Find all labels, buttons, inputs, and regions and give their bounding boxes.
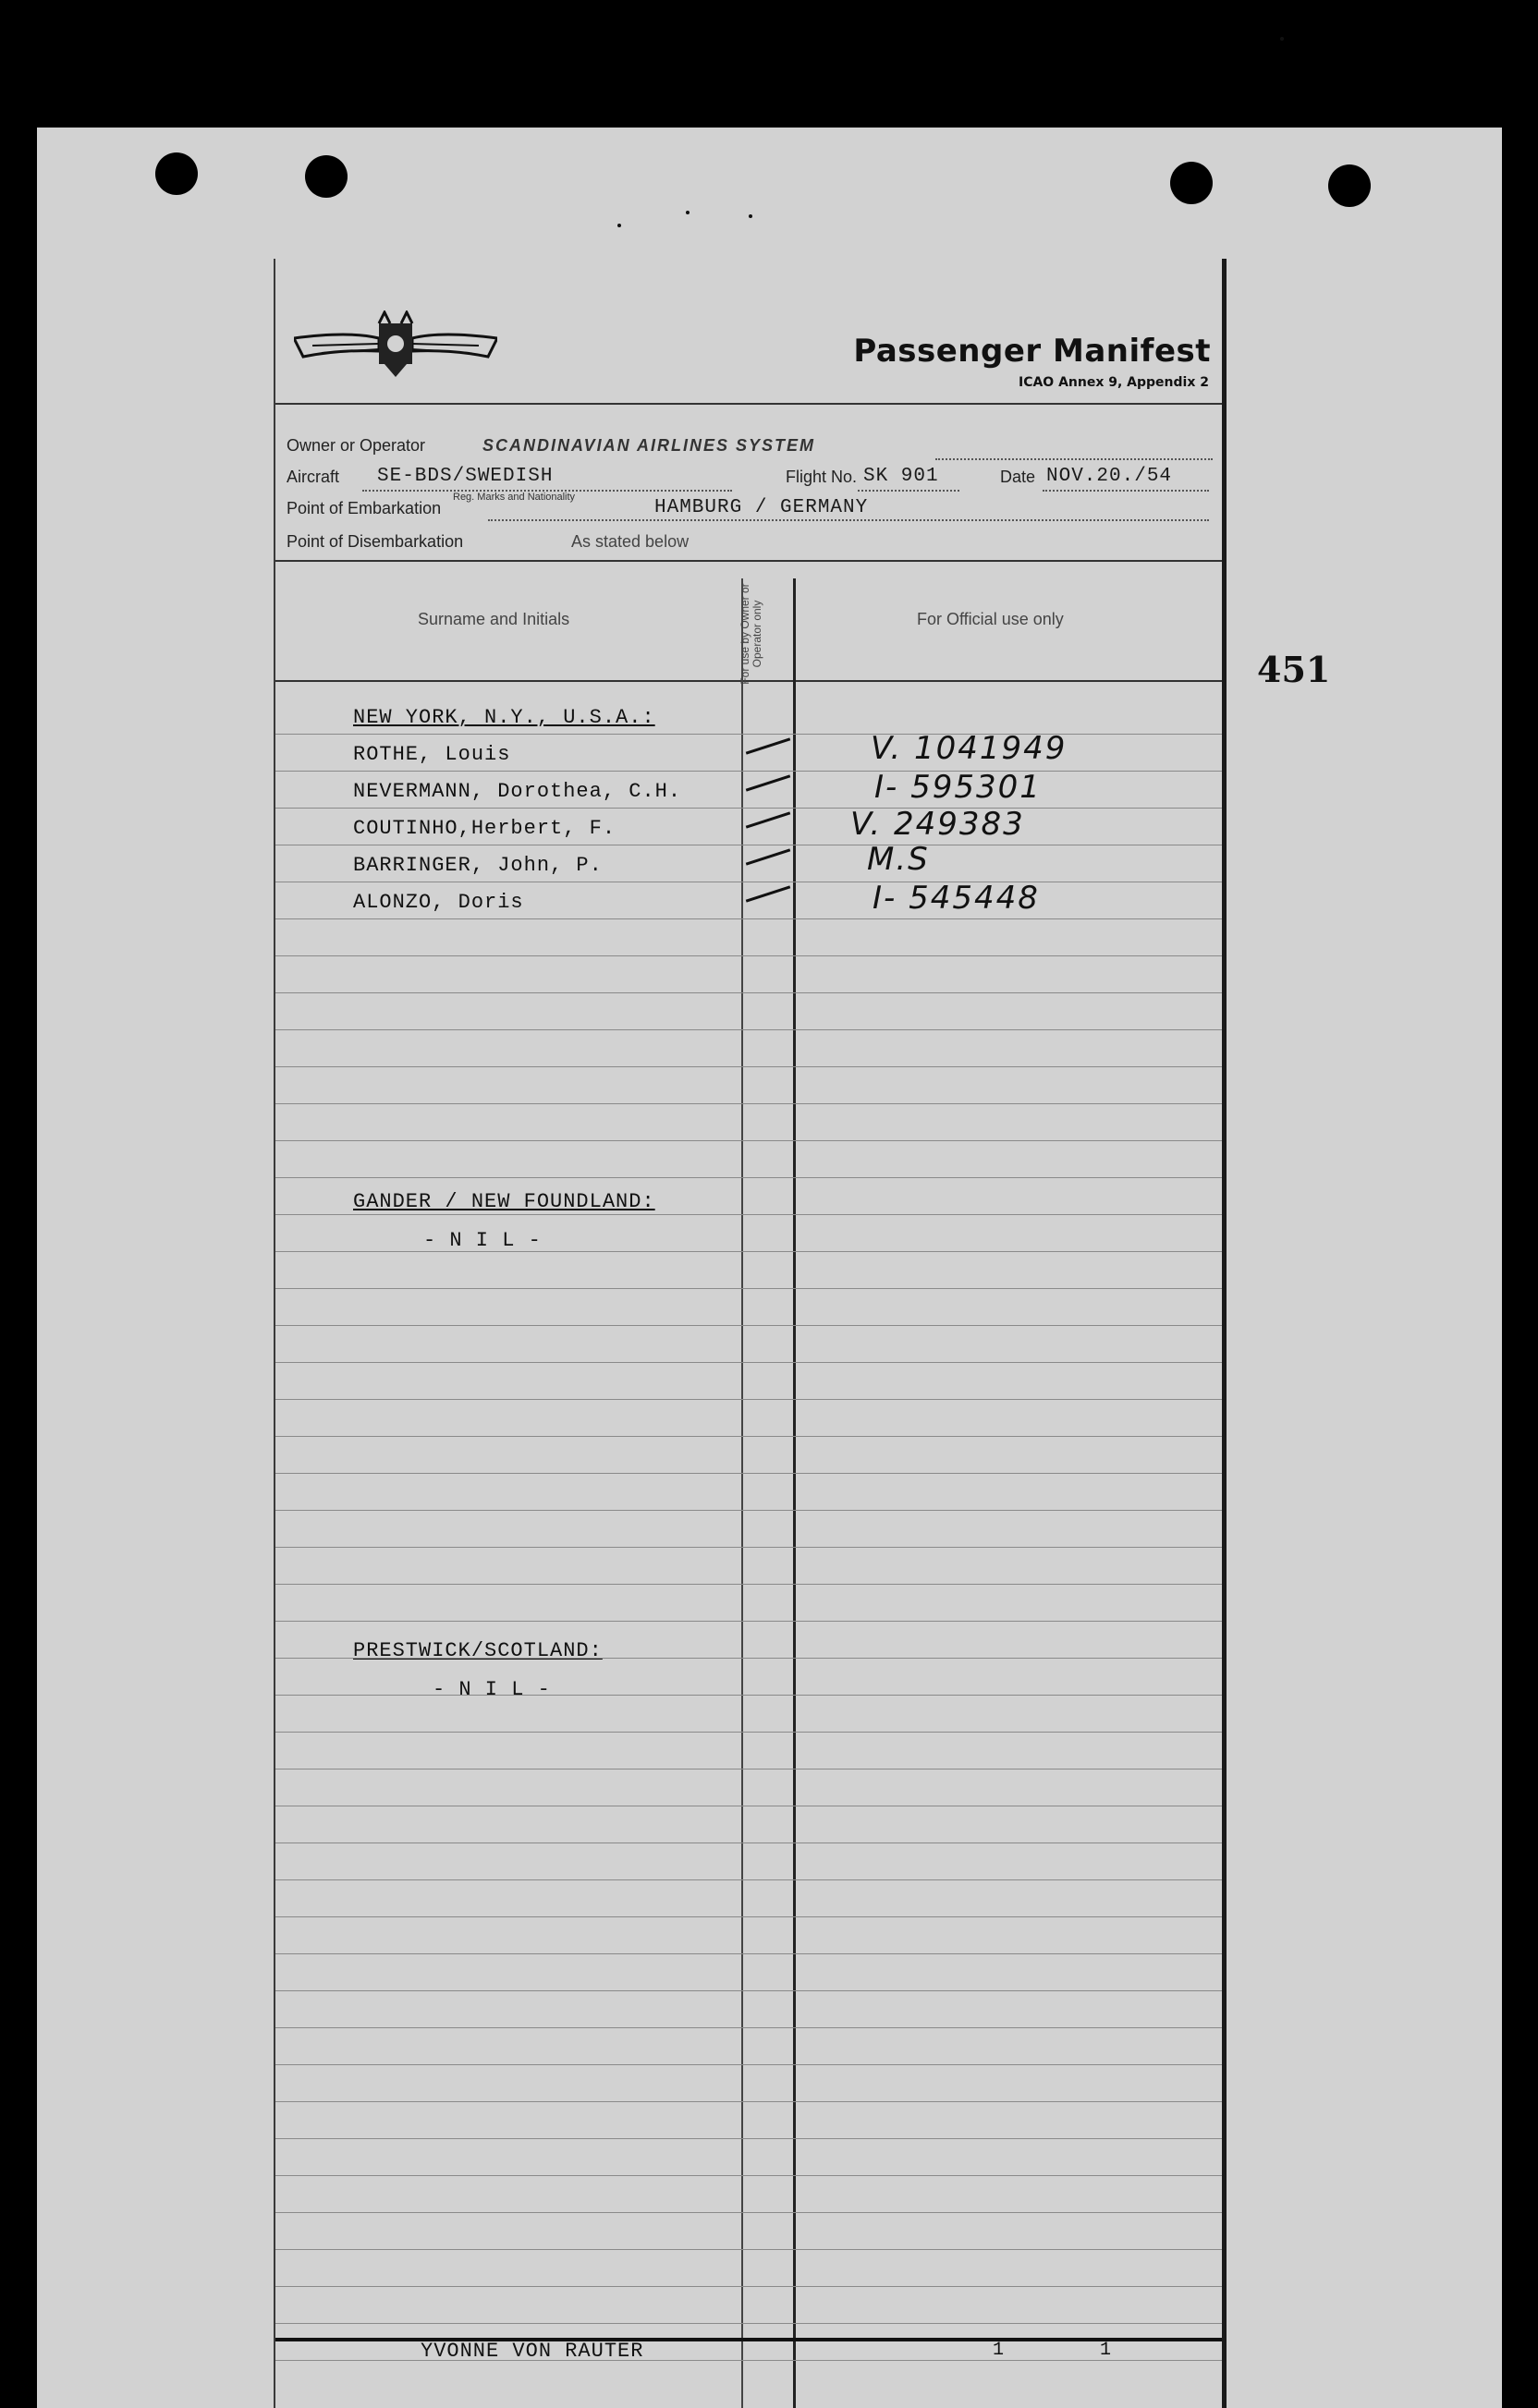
checkmark-icon — [746, 737, 790, 754]
ruled-line — [275, 1769, 1222, 1770]
destination-header: GANDER / NEW FOUNDLAND: — [353, 1190, 655, 1213]
ruled-line — [275, 1140, 1222, 1141]
airline-emblem-icon — [294, 310, 497, 381]
flight-value: SK 901 — [863, 466, 939, 487]
official-note: M.S — [867, 841, 930, 878]
ruled-line — [275, 1547, 1222, 1548]
ruled-line — [275, 1990, 1222, 1991]
checkmark-icon — [746, 811, 790, 828]
dust-speck — [749, 214, 752, 218]
date-label: Date — [1000, 468, 1036, 486]
official-note: V. 1041949 — [871, 730, 1068, 767]
ruled-line — [275, 1879, 1222, 1880]
footer-rule — [275, 2338, 1222, 2341]
signature-name: YVONNE VON RAUTER — [421, 2340, 644, 2363]
ruled-line — [275, 2360, 1222, 2361]
owner-line — [935, 458, 1213, 460]
page-subtitle: ICAO Annex 9, Appendix 2 — [1018, 375, 1209, 390]
ruled-line — [275, 992, 1222, 993]
owner-use-header: For use by Owner or Operator only — [738, 583, 763, 685]
aircraft-hint: Reg. Marks and Nationality — [453, 492, 576, 503]
ruled-line — [275, 1953, 1222, 1954]
checkmark-icon — [746, 885, 790, 902]
punch-hole-icon — [155, 152, 198, 195]
ruled-line — [275, 2138, 1222, 2139]
aircraft-label: Aircraft — [287, 468, 340, 486]
manifest-rows — [275, 699, 1222, 2380]
ruled-line — [275, 1251, 1222, 1252]
nil-note: - N I L - — [423, 1229, 542, 1252]
passenger-name: NEVERMANN, Dorothea, C.H. — [353, 780, 682, 803]
aircraft-value: SE-BDS/SWEDISH — [377, 466, 554, 487]
flight-label: Flight No. — [786, 468, 858, 486]
checkmark-icon — [746, 774, 790, 791]
ruled-line — [275, 1066, 1222, 1067]
ruled-line — [275, 1288, 1222, 1289]
destination-header: NEW YORK, N.Y., U.S.A.: — [353, 706, 655, 729]
dust-speck — [1280, 37, 1284, 41]
official-note: I- 595301 — [874, 769, 1042, 806]
ruled-line — [275, 1695, 1222, 1696]
ruled-line — [275, 1510, 1222, 1511]
punch-hole-icon — [1170, 162, 1213, 204]
dust-speck — [617, 224, 621, 227]
owner-value: SCANDINAVIAN AIRLINES SYSTEM — [482, 436, 816, 455]
ruled-line — [275, 734, 1222, 735]
ruled-line — [275, 2101, 1222, 2102]
passenger-name: COUTINHO,Herbert, F. — [353, 817, 616, 840]
page-title: Passenger Manifest — [853, 333, 1211, 370]
passenger-name: BARRINGER, John, P. — [353, 854, 603, 877]
punch-hole-icon — [1328, 164, 1371, 207]
ruled-line — [275, 1399, 1222, 1400]
ruled-line — [275, 1473, 1222, 1474]
punch-hole-icon — [305, 155, 348, 198]
official-header: For Official use only — [917, 610, 1064, 628]
ruled-line — [275, 1436, 1222, 1437]
flight-info — [275, 403, 1222, 562]
ruled-line — [275, 955, 1222, 956]
ruled-line — [275, 1842, 1222, 1843]
form-header — [275, 259, 1222, 405]
official-note: V. 249383 — [850, 806, 1025, 843]
ruled-line — [275, 2249, 1222, 2250]
passenger-name: ROTHE, Louis — [353, 743, 511, 766]
ruled-line — [275, 1103, 1222, 1104]
ruled-line — [275, 771, 1222, 772]
ruled-line — [275, 1916, 1222, 1917]
column-headers — [275, 560, 1222, 685]
ruled-line — [275, 1584, 1222, 1585]
ruled-line — [275, 1029, 1222, 1030]
ruled-line — [275, 2286, 1222, 2287]
ruled-line — [275, 1177, 1222, 1178]
nil-note: - N I L - — [433, 1678, 551, 1701]
ruled-line — [275, 1325, 1222, 1326]
footer-number: 1 — [993, 2340, 1005, 2361]
disembark-value: As stated below — [571, 532, 690, 551]
ruled-line — [275, 1658, 1222, 1659]
passenger-name: ALONZO, Doris — [353, 891, 524, 914]
official-note: I- 545448 — [873, 880, 1040, 917]
disembark-label: Point of Disembarkation — [287, 532, 464, 551]
ruled-line — [275, 2175, 1222, 2176]
flight-line — [858, 490, 959, 492]
embark-label: Point of Embarkation — [287, 499, 442, 517]
surname-header: Surname and Initials — [418, 610, 570, 628]
embark-value: HAMBURG / GERMANY — [654, 497, 869, 518]
ruled-line — [275, 1732, 1222, 1733]
date-value: NOV.20./54 — [1046, 466, 1173, 487]
ruled-line — [275, 808, 1222, 809]
destination-header: PRESTWICK/SCOTLAND: — [353, 1639, 603, 1662]
owner-label: Owner or Operator — [287, 436, 426, 455]
dust-speck — [686, 211, 690, 214]
ruled-line — [275, 2323, 1222, 2324]
ruled-line — [275, 1214, 1222, 1215]
ruled-line — [275, 2064, 1222, 2065]
embark-line — [488, 519, 1209, 521]
ruled-line — [275, 2027, 1222, 2028]
checkmark-icon — [746, 848, 790, 865]
ruled-line — [275, 2212, 1222, 2213]
ruled-line — [275, 1362, 1222, 1363]
ruled-line — [275, 1621, 1222, 1622]
footer-number: 1 — [1100, 2340, 1112, 2361]
page-number: 451 — [1257, 649, 1331, 690]
manifest-form — [274, 259, 1227, 2408]
ruled-line — [275, 918, 1222, 919]
date-line — [1043, 490, 1209, 492]
